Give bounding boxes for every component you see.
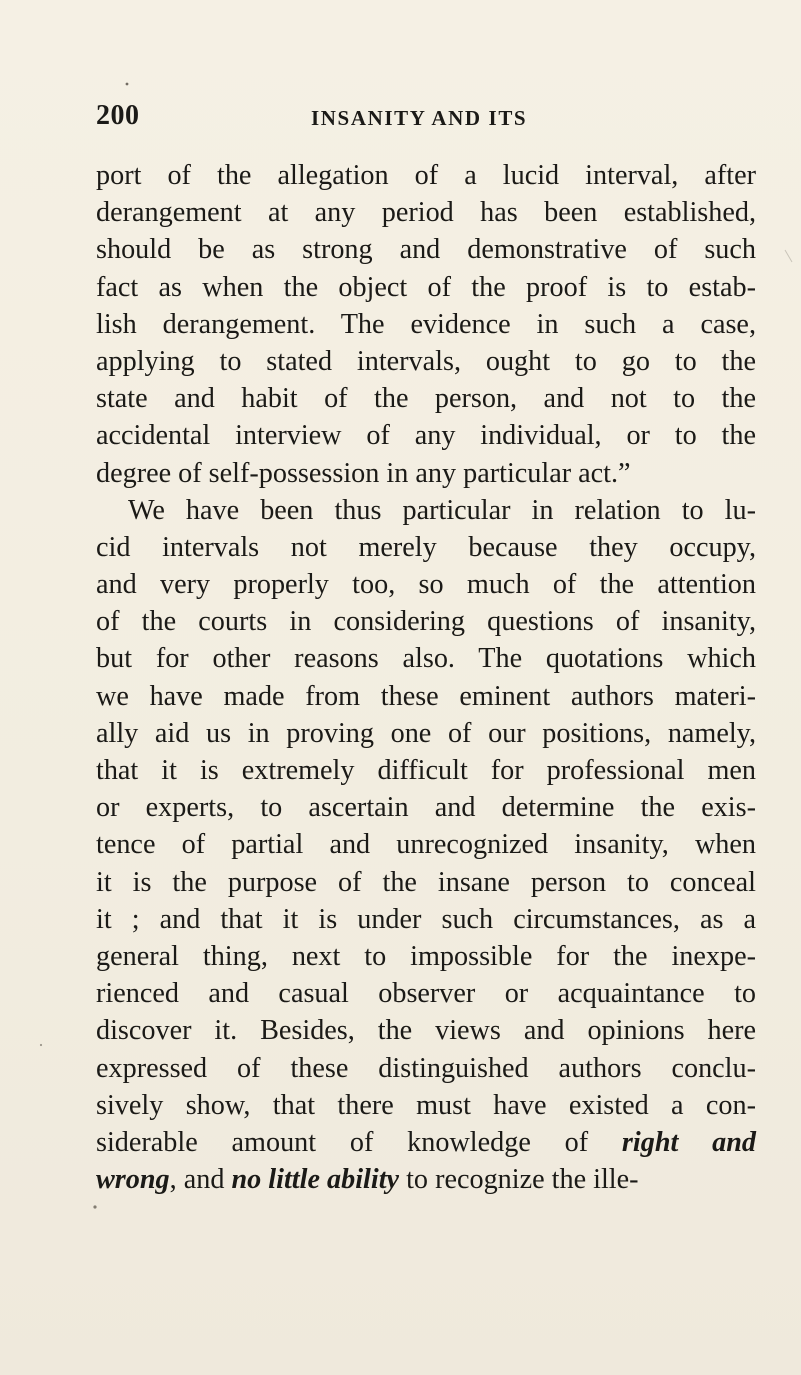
text-line: accidental interview of any individual, or to the — [96, 420, 756, 452]
text-line: it ; and that it is under such circumstances, as a — [96, 903, 756, 935]
text-line: fact as when the object of the proof is to estab- — [96, 271, 756, 303]
text-line: lish derangement. The evidence in such a case, — [96, 308, 756, 340]
text-line: should be as strong and demonstrative of such — [96, 234, 756, 266]
text-line-mixed — [96, 1124, 756, 1161]
italic-phrase: right and — [621, 1126, 756, 1158]
text-line: We have been thus particular in relation to lu- — [128, 494, 756, 526]
text-segment: to recognize the ille- — [406, 1164, 639, 1196]
text-line: cid intervals not merely because they occupy, — [96, 531, 756, 563]
text-line: that it is extremely difficult for professional men — [96, 755, 756, 786]
text-segment: , and — [169, 1164, 225, 1196]
text-line: of the courts in considering questions of insanity, — [96, 606, 756, 638]
running-head: INSANITY AND ITS — [311, 106, 528, 130]
text-line: discover it. Besides, the views and opinions here — [96, 1015, 756, 1047]
text-line: ally aid us in proving one of our positions, namely, — [96, 717, 756, 749]
text-line: derangement at any period has been established, — [96, 197, 756, 229]
text-line: state and habit of the person, and not to the — [96, 383, 756, 415]
text-line: sively show, that there must have existed a con- — [96, 1089, 756, 1121]
text-line: general thing, next to impossible for the inexpe- — [96, 940, 756, 972]
text-line: and very properly too, so much of the attention — [96, 569, 756, 601]
text-line: tence of partial and unrecognized insanity, when — [96, 829, 756, 861]
body-text — [96, 157, 756, 1198]
text-line: rienced and casual observer or acquaintance to — [96, 978, 756, 1010]
page-number: 200 — [96, 100, 140, 131]
text-line: or experts, to ascertain and determine the exis- — [96, 792, 756, 824]
text-line: degree of self-possession in any particular act.” — [96, 457, 631, 489]
text-line: it is the purpose of the insane person to conceal — [96, 866, 756, 898]
text-line: applying to stated intervals, ought to go to the — [96, 345, 756, 377]
text-line-mixed — [96, 1161, 756, 1198]
text-line: port of the allegation of a lucid interval, after — [96, 160, 756, 191]
text-segment: siderable amount of knowledge of — [96, 1126, 589, 1158]
italic-phrase: no little ability — [231, 1164, 400, 1196]
italic-phrase: wrong — [96, 1164, 170, 1196]
text-line: we have made from these eminent authors materi- — [96, 680, 756, 712]
text-line: expressed of these distinguished authors conclu- — [96, 1052, 756, 1084]
page-header — [96, 100, 756, 140]
text-line: but for other reasons also. The quotations which — [96, 643, 756, 675]
